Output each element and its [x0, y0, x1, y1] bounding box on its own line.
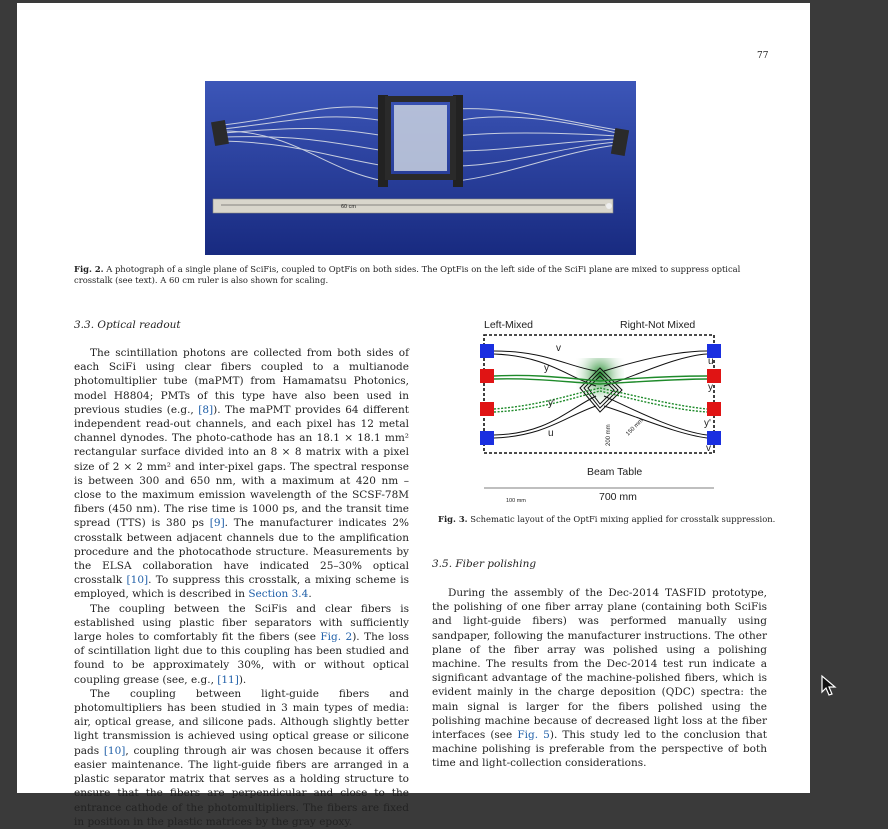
- section-3-3-heading: 3.3. Optical readout: [74, 319, 181, 331]
- figure-link[interactable]: Fig. 5: [517, 729, 550, 742]
- document-page: [17, 3, 810, 828]
- dim-100mm: 100 mm: [506, 498, 526, 504]
- figure3-diagram: [476, 316, 726, 506]
- mixing-schematic: [476, 316, 726, 506]
- label-y-right: y: [708, 382, 713, 393]
- page-number: 77: [757, 51, 769, 61]
- ref-link[interactable]: [8]: [198, 403, 214, 416]
- label-yp-left: y': [548, 398, 555, 409]
- figure2-photo: [205, 81, 636, 255]
- fiber-plane-illustration: [205, 81, 636, 255]
- dim-150mm: 150 mm: [625, 417, 645, 438]
- left-title: Left-Mixed: [484, 319, 534, 331]
- figure2-caption-text: A photograph of a single plane of SciFis, coupled to OptFis on both sides. The OptFis on the left side of the SciFi plane are mixed to suppress optical crosstalk (see text). A 60 cm ruler is also shown for scaling.: [74, 264, 741, 285]
- label-y-left: y: [544, 363, 549, 374]
- paragraph-1: During the assembly of the Dec-2014 TASFID prototype, the polishing of one fiber array plane (containing both SciFis and light-guide fibers) was performed manually using sandpaper, following the manufacturer instructions. The other plane of the fiber array was polished using a polishing machine. The results from the Dec-2014 test run indicate a significant advantage of the machine-polished fibers, which is evident mainly in the charge deposition (QDC) spectra: the main signal is larger for the fibers polished using the polishing machine because of decreased light loss at the fiber interfaces (see Fig. 5). This study led to the conclusion that machine polishing is preferable from the perspective of both time and light-collection considerations.: [432, 587, 767, 770]
- figure2-caption: [74, 264, 774, 286]
- beam-table-label: Beam Table: [587, 466, 643, 478]
- paragraph-2: The coupling between the SciFis and clear fibers is established using plastic fiber separators with sufficiently large holes to comfortably fit the fibers (see Fig. 2). The loss of scintillation light due to this coupling has been studied and found to be approximately 30%, with or without optical coupling grease (see, e.g., [11]).: [74, 602, 409, 686]
- label-u-left: u: [548, 428, 554, 439]
- label-v-left: v: [556, 343, 561, 354]
- label-yp-right: y': [704, 418, 711, 429]
- label-u-right: u: [708, 356, 714, 367]
- section-3-3-body: [74, 346, 409, 829]
- ref-link[interactable]: [10]: [126, 574, 149, 587]
- dim-200mm: 200 mm: [606, 424, 612, 446]
- figure-link[interactable]: Fig. 2: [320, 631, 353, 644]
- section-3-5-body: [432, 586, 767, 771]
- section-3-5-heading: 3.5. Fiber polishing: [432, 558, 537, 570]
- ref-link[interactable]: [9]: [209, 517, 225, 530]
- dim-700mm: 700 mm: [599, 491, 637, 503]
- figure3-caption: [438, 514, 778, 525]
- figure3-caption-text: Schematic layout of the OptFi mixing applied for crosstalk suppression.: [470, 514, 776, 524]
- figure2-caption-label: Fig. 2.: [74, 264, 104, 274]
- ref-link[interactable]: [10]: [103, 744, 126, 757]
- ruler-label: 60 cm: [341, 204, 356, 210]
- figure3-caption-label: Fig. 3.: [438, 514, 468, 524]
- label-v-right: v: [706, 443, 711, 454]
- mouse-pointer-icon: [821, 675, 837, 697]
- section-link[interactable]: Section 3.4: [248, 588, 309, 601]
- paragraph-1: The scintillation photons are collected from both sides of each SciFi using clear fibers coupled to a multianode photomultiplier tube (maPMT) from Hamamatsu Photonics, model H8804; PMTs of this type have also been used in previous studies (e.g., [8]). The maPMT provides 64 different independent read-out channels, and each pixel has 12 metal channel dynodes. The photo-cathode has an 18.1 × 18.1 mm² rectangular surface divided into an 8 × 8 matrix with a pixel size of 2 × 2 mm² and inter-pixel gaps. The spectral response is between 300 and 650 nm, with a maximum at 420 nm – close to the maximum emission wavelength of the SCSF-78M fibers (450 nm). The rise time is 1000 ps, and the transit time spread (TTS) is 380 ps [9]. The manufacturer indicates 2% crosstalk between adjacent channels due to the amplification procedure and the photocathode structure. Measurements by the ELSA collaboration have indicated 25–30% optical crosstalk [10]. To suppress this crosstalk, a mixing scheme is employed, which is described in Section 3.4.: [74, 347, 409, 601]
- ref-link[interactable]: [11]: [217, 673, 239, 686]
- right-title: Right-Not Mixed: [620, 319, 696, 331]
- paragraph-3: The coupling between light-guide fibers and photomultipliers has been studied in 3 main types of media: air, optical grease, and silicone pads. Although slightly better light transmission is achieved using optical grease or silicone pads [10], coupling through air was chosen because it offers easier maintenance. The light-guide fibers are arranged in a plastic separator matrix that serves as a holding structure to ensure that the fibers are perpendicular and close to the entrance cathode of the photomultipliers. The fibers are fixed in position in the plastic matrices by the gray epoxy.: [74, 687, 409, 828]
